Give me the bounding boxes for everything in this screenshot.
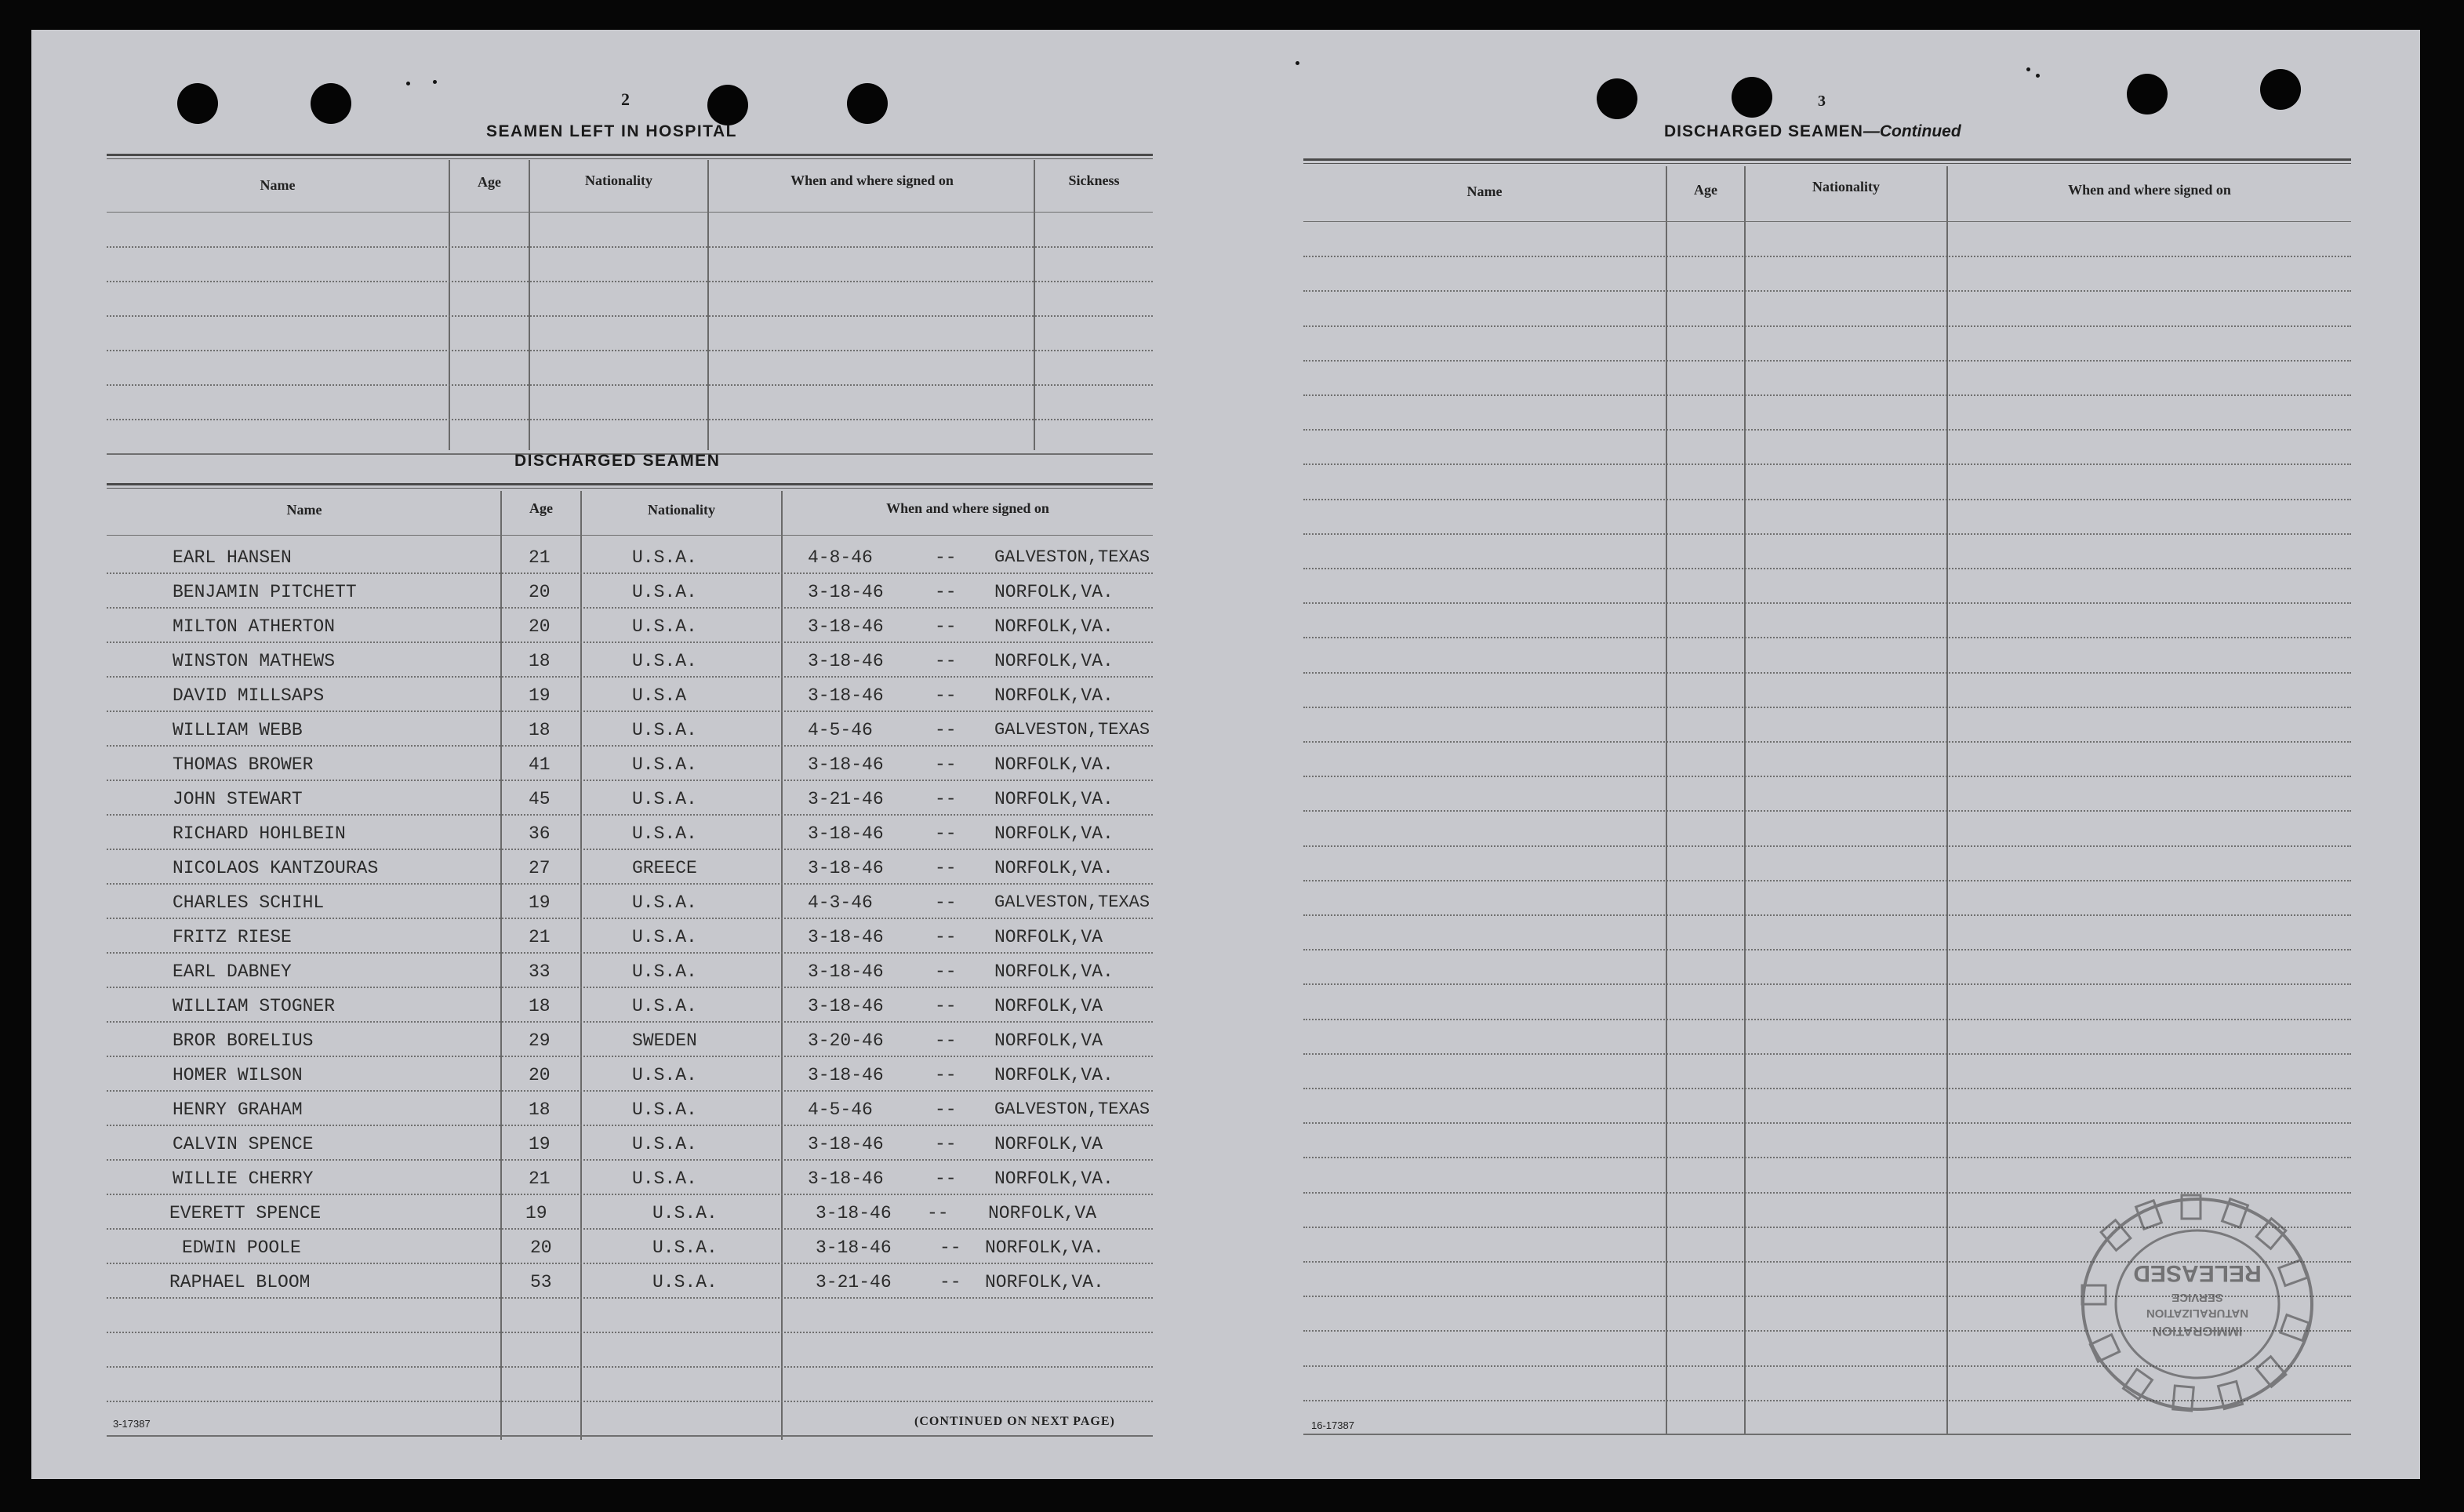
signed-on-place: NORFOLK,VA — [988, 1203, 1097, 1223]
table-row — [107, 789, 1153, 820]
separator: -- — [935, 996, 957, 1016]
seaman-nationality: U.S.A. — [632, 1134, 697, 1154]
page-number-left: 2 — [621, 89, 630, 109]
col-header-nationality: Nationality — [1812, 179, 1880, 194]
col-header-name: Name — [1466, 184, 1503, 199]
table-row — [107, 547, 1153, 579]
seaman-nationality: U.S.A. — [632, 616, 697, 637]
table-row — [107, 858, 1153, 889]
separator: -- — [935, 754, 957, 775]
table-rule — [1303, 949, 2351, 950]
seaman-age: 20 — [529, 582, 551, 602]
signed-on-date: 3-18-46 — [816, 1203, 892, 1223]
seaman-name: WILLIAM WEBB — [173, 720, 303, 740]
table-rule — [1303, 637, 2351, 638]
table-rule — [1303, 1122, 2351, 1124]
signed-on-place: NORFOLK,VA. — [985, 1272, 1104, 1292]
table-row — [107, 1030, 1153, 1062]
table-rule — [1303, 1019, 2351, 1020]
svg-text:SERVICE: SERVICE — [2171, 1291, 2223, 1304]
seaman-name: HOMER WILSON — [173, 1065, 303, 1085]
signed-on-place: NORFOLK,VA. — [994, 616, 1114, 637]
seaman-nationality: U.S.A. — [632, 1065, 697, 1085]
seaman-name: CHARLES SCHIHL — [173, 892, 325, 913]
stamp-text: RELEASED — [2133, 1260, 2262, 1286]
signed-on-date: 4-8-46 — [808, 547, 873, 568]
table-rule — [1303, 602, 2351, 604]
separator: -- — [935, 858, 957, 878]
seaman-nationality: SWEDEN — [632, 1030, 697, 1051]
punch-hole — [2260, 69, 2301, 110]
seaman-age: 20 — [529, 1065, 551, 1085]
seaman-age: 20 — [530, 1238, 552, 1258]
col-header-signed-on: When and where signed on — [790, 173, 954, 188]
separator: -- — [935, 961, 957, 982]
separator: -- — [935, 651, 957, 671]
seaman-name: EVERETT SPENCE — [169, 1203, 322, 1223]
seaman-nationality: GREECE — [632, 858, 697, 878]
seaman-age: 36 — [529, 823, 551, 844]
punch-hole — [707, 85, 748, 125]
form-number-left: 3-17387 — [113, 1418, 151, 1430]
signed-on-date: 3-18-46 — [808, 1169, 884, 1189]
table-rule — [1303, 810, 2351, 812]
signed-on-place: NORFOLK,VA. — [994, 651, 1114, 671]
seaman-nationality: U.S.A. — [652, 1203, 718, 1223]
table-row — [107, 582, 1153, 613]
col-header-age: Age — [1694, 182, 1717, 198]
col-header-age: Age — [478, 174, 501, 190]
seaman-age: 19 — [525, 1203, 547, 1223]
seaman-nationality: U.S.A. — [652, 1238, 718, 1258]
seaman-nationality: U.S.A. — [632, 789, 697, 809]
seaman-nationality: U.S.A. — [632, 720, 697, 740]
seaman-nationality: U.S.A. — [632, 1169, 697, 1189]
table-row — [107, 754, 1153, 786]
signed-on-date: 4-3-46 — [808, 892, 873, 913]
table-rule — [1303, 463, 2351, 465]
punch-hole — [311, 83, 351, 124]
signed-on-date: 3-18-46 — [808, 961, 884, 982]
separator: -- — [935, 1030, 957, 1051]
svg-text:NATURALIZATION: NATURALIZATION — [2146, 1307, 2249, 1320]
seaman-age: 18 — [529, 720, 551, 740]
signed-on-place: NORFOLK,VA. — [994, 754, 1114, 775]
seaman-age: 18 — [529, 996, 551, 1016]
seaman-nationality: U.S.A. — [632, 754, 697, 775]
col-header-age: Age — [529, 500, 553, 516]
seaman-name: BROR BORELIUS — [173, 1030, 314, 1051]
punch-hole — [847, 83, 888, 124]
separator: -- — [939, 1272, 961, 1292]
table-row — [107, 927, 1153, 958]
table-row — [107, 1238, 1153, 1269]
seaman-name: CALVIN SPENCE — [173, 1134, 314, 1154]
seaman-nationality: U.S.A. — [632, 651, 697, 671]
seaman-name: EARL HANSEN — [173, 547, 292, 568]
signed-on-place: NORFOLK,VA. — [994, 1169, 1114, 1189]
table-row — [107, 720, 1153, 751]
table-rule — [1303, 1434, 2351, 1435]
seaman-age: 18 — [529, 651, 551, 671]
seaman-name: EDWIN POOLE — [182, 1238, 301, 1258]
seaman-nationality: U.S.A. — [652, 1272, 718, 1292]
signed-on-date: 3-18-46 — [808, 858, 884, 878]
seaman-nationality: U.S.A. — [632, 996, 697, 1016]
seaman-nationality: U.S.A. — [632, 823, 697, 844]
signed-on-place: NORFOLK,VA — [994, 927, 1103, 947]
signed-on-place: NORFOLK,VA. — [994, 582, 1114, 602]
punch-hole — [177, 83, 218, 124]
table-row — [107, 685, 1153, 717]
signed-on-date: 3-18-46 — [808, 996, 884, 1016]
signed-on-place: NORFOLK,VA — [994, 996, 1103, 1016]
seaman-nationality: U.S.A — [632, 685, 687, 706]
signed-on-place: NORFOLK,VA. — [994, 823, 1114, 844]
signed-on-date: 3-21-46 — [816, 1272, 892, 1292]
page-number-right: 3 — [1818, 93, 1826, 110]
seaman-name: WINSTON MATHEWS — [173, 651, 336, 671]
signed-on-place: GALVESTON,TEXAS — [994, 720, 1150, 740]
document-sheet — [31, 30, 2420, 1479]
seaman-age: 45 — [529, 789, 551, 809]
table-rule — [1303, 499, 2351, 500]
seaman-age: 21 — [529, 1169, 551, 1189]
separator: -- — [939, 1238, 961, 1258]
separator: -- — [935, 789, 957, 809]
separator: -- — [935, 1065, 957, 1085]
signed-on-date: 3-18-46 — [808, 651, 884, 671]
table-row — [107, 616, 1153, 648]
seaman-name: RICHARD HOHLBEIN — [173, 823, 346, 844]
seaman-nationality: U.S.A. — [632, 927, 697, 947]
seaman-age: 19 — [529, 1134, 551, 1154]
seaman-nationality: U.S.A. — [632, 892, 697, 913]
seaman-nationality: U.S.A. — [632, 582, 697, 602]
immigration-stamp — [2072, 1190, 2323, 1418]
signed-on-date: 3-18-46 — [816, 1238, 892, 1258]
table-row — [107, 892, 1153, 924]
separator: -- — [935, 1134, 957, 1154]
signed-on-place: GALVESTON,TEXAS — [994, 1099, 1150, 1119]
table-row — [107, 1203, 1153, 1234]
separator: -- — [935, 685, 957, 706]
table-row — [107, 1134, 1153, 1165]
seaman-age: 20 — [529, 616, 551, 637]
signed-on-place: NORFOLK,VA. — [994, 685, 1114, 706]
seaman-age: 19 — [529, 892, 551, 913]
punch-hole — [2127, 74, 2168, 114]
table-rule — [1303, 1088, 2351, 1089]
table-row — [107, 961, 1153, 993]
signed-on-place: GALVESTON,TEXAS — [994, 547, 1150, 567]
table-rule — [1303, 394, 2351, 396]
table-rule — [1303, 1157, 2351, 1158]
separator: -- — [935, 547, 957, 568]
seaman-name: WILLIE CHERRY — [173, 1169, 314, 1189]
separator: -- — [935, 1169, 957, 1189]
svg-text:IMMIGRATION: IMMIGRATION — [2152, 1324, 2243, 1339]
col-header-nationality: Nationality — [647, 502, 715, 518]
table-rule — [1303, 429, 2351, 431]
seaman-name: MILTON ATHERTON — [173, 616, 336, 637]
table-rule — [1303, 360, 2351, 362]
separator: -- — [935, 892, 957, 913]
signed-on-date: 3-18-46 — [808, 1065, 884, 1085]
seaman-age: 21 — [529, 547, 551, 568]
punch-hole — [1732, 77, 1772, 118]
separator: -- — [935, 616, 957, 637]
signed-on-place: GALVESTON,TEXAS — [994, 892, 1150, 912]
seaman-age: 53 — [530, 1272, 552, 1292]
seaman-name: NICOLAOS KANTZOURAS — [173, 858, 379, 878]
seaman-age: 18 — [529, 1099, 551, 1120]
table-rule — [1303, 914, 2351, 916]
seaman-age: 21 — [529, 927, 551, 947]
table-row — [107, 1272, 1153, 1303]
col-header-signed-on: When and where signed on — [2068, 182, 2231, 198]
separator: -- — [935, 582, 957, 602]
table-row — [107, 651, 1153, 682]
col-header-name: Name — [260, 177, 296, 193]
table-rule — [1303, 256, 2351, 257]
seaman-name: EARL DABNEY — [173, 961, 292, 982]
signed-on-date: 3-20-46 — [808, 1030, 884, 1051]
seaman-nationality: U.S.A. — [632, 1099, 697, 1120]
separator: -- — [935, 1099, 957, 1120]
seaman-age: 29 — [529, 1030, 551, 1051]
seaman-name: FRITZ RIESE — [173, 927, 292, 947]
signed-on-place: NORFOLK,VA. — [994, 858, 1114, 878]
right-section-title: DISCHARGED SEAMEN—Continued — [1664, 122, 1961, 140]
table-rule — [1303, 776, 2351, 777]
continued-note: (CONTINUED ON NEXT PAGE) — [914, 1415, 1115, 1428]
table-rule — [1303, 290, 2351, 292]
discharged-section-title: DISCHARGED SEAMEN — [514, 452, 721, 470]
seaman-name: WILLIAM STOGNER — [173, 996, 336, 1016]
seaman-age: 19 — [529, 685, 551, 706]
table-rule — [1303, 568, 2351, 569]
table-row — [107, 823, 1153, 855]
seaman-age: 33 — [529, 961, 551, 982]
col-header-nationality: Nationality — [584, 173, 652, 188]
signed-on-date: 3-18-46 — [808, 927, 884, 947]
seaman-name: BENJAMIN PITCHETT — [173, 582, 357, 602]
table-row — [107, 996, 1153, 1027]
signed-on-date: 3-18-46 — [808, 685, 884, 706]
col-header-signed-on: When and where signed on — [886, 500, 1049, 516]
table-rule — [1303, 741, 2351, 743]
table-rule — [1303, 325, 2351, 327]
separator: -- — [935, 720, 957, 740]
seaman-age: 41 — [529, 754, 551, 775]
signed-on-date: 3-21-46 — [808, 789, 884, 809]
signed-on-date: 3-18-46 — [808, 754, 884, 775]
signed-on-date: 4-5-46 — [808, 1099, 873, 1120]
table-rule — [1303, 672, 2351, 674]
table-rule — [1303, 1053, 2351, 1055]
signed-on-place: NORFOLK,VA — [994, 1030, 1103, 1051]
table-rule — [1303, 845, 2351, 847]
separator: -- — [935, 927, 957, 947]
seaman-name: HENRY GRAHAM — [173, 1099, 303, 1120]
signed-on-date: 3-18-46 — [808, 1134, 884, 1154]
hospital-section-title: SEAMEN LEFT IN HOSPITAL — [486, 122, 737, 140]
table-rule — [1303, 983, 2351, 985]
signed-on-place: NORFOLK,VA. — [985, 1238, 1104, 1258]
signed-on-date: 3-18-46 — [808, 823, 884, 844]
seaman-name: RAPHAEL BLOOM — [169, 1272, 311, 1292]
seaman-nationality: U.S.A. — [632, 547, 697, 568]
table-rule — [1303, 707, 2351, 708]
signed-on-place: NORFOLK,VA. — [994, 1065, 1114, 1085]
table-row — [107, 1169, 1153, 1200]
separator: -- — [935, 823, 957, 844]
table-row — [107, 1065, 1153, 1096]
form-number-right: 16-17387 — [1311, 1419, 1354, 1431]
seaman-nationality: U.S.A. — [632, 961, 697, 982]
signed-on-date: 3-18-46 — [808, 582, 884, 602]
signed-on-place: NORFOLK,VA — [994, 1134, 1103, 1154]
seaman-name: DAVID MILLSAPS — [173, 685, 325, 706]
signed-on-place: NORFOLK,VA. — [994, 961, 1114, 982]
seaman-name: THOMAS BROWER — [173, 754, 314, 775]
table-rule — [1303, 533, 2351, 535]
seaman-name: JOHN STEWART — [173, 789, 303, 809]
table-rule — [1303, 221, 2351, 222]
seaman-age: 27 — [529, 858, 551, 878]
signed-on-date: 4-5-46 — [808, 720, 873, 740]
col-header-sickness: Sickness — [1068, 173, 1120, 188]
col-header-name: Name — [286, 502, 322, 518]
separator: -- — [927, 1203, 949, 1223]
table-row — [107, 1099, 1153, 1131]
signed-on-date: 3-18-46 — [808, 616, 884, 637]
table-rule — [1303, 880, 2351, 881]
signed-on-place: NORFOLK,VA. — [994, 789, 1114, 809]
punch-hole — [1597, 78, 1637, 119]
